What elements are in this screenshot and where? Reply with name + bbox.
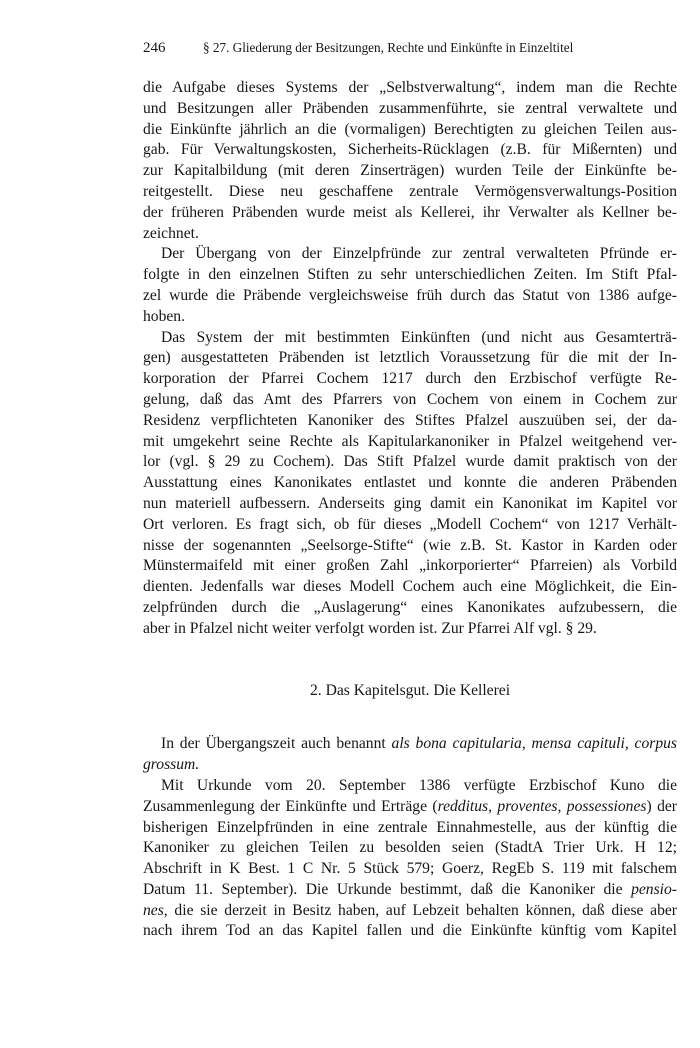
- text-line: Ort verloren. Es fragt sich, ob für dieses „Modell Cochem“ von 1217 Verhält-: [143, 515, 677, 533]
- text-line: Ausstattung eines Kanonikates entlastet und konnte die anderen Präbenden: [143, 474, 677, 492]
- text-line: folgte in den einzelnen Stiften zu sehr unterschiedlichen Zeiten. Im Stift Pfal-: [143, 266, 677, 284]
- text-run: Datum 11. September). Die Urkunde bestimmt, daß die Kanoniker die: [143, 880, 632, 898]
- text-line: aber in Pfalzel nicht weiter verfolgt worden ist. Zur Pfarrei Alf vgl. § 29.: [143, 619, 597, 637]
- text-run: , die sie derzeit in Besitz haben, auf Lebzeit behalten können, daß diese aber: [163, 901, 677, 919]
- running-head: [143, 38, 677, 78]
- text-line: und Besitzungen aller Präbenden zusammenführte, sie zentral verwaltete und: [143, 99, 677, 117]
- text-line: [143, 734, 677, 755]
- text-line: [143, 901, 677, 922]
- latin-term: nes: [143, 901, 164, 919]
- text-line: gelung, daß das Amt des Pfarrers von Cochem von einem in Cochem zur: [143, 390, 677, 408]
- text-line: zelpfründen durch die „Auslagerung“ eines Kanonikates aufzubessern, die: [143, 598, 677, 616]
- text-line: Kanoniker zu gleichen Teilen zu besolden seien (StadtA Trier Urk. H 12;: [143, 839, 677, 857]
- text-line: zel wurde die Präbende vergleichsweise früh durch das Statut von 1386 aufge-: [143, 286, 677, 304]
- text-line: Abschrift in K Best. 1 C Nr. 5 Stück 579; Goerz, RegEb S. 119 mit falschem: [143, 860, 677, 878]
- text-line: Mit Urkunde vom 20. September 1386 verfügte Erzbischof Kuno die: [161, 776, 677, 794]
- text-line: nisse der sogenannten „Seelsorge-Stifte“ (wie z.B. St. Kastor in Karden oder: [143, 536, 677, 554]
- text-line: zeichnet.: [143, 224, 199, 242]
- text-line: nun materiell aufbessern. Anderseits ging damit ein Kanonikat im Kapitel vor: [143, 494, 677, 512]
- text-line: gab. Für Verwaltungskosten, Sicherheits-Rücklagen (z.B. für Mißernten) und: [143, 141, 677, 159]
- text-line: hoben.: [143, 307, 186, 325]
- latin-term: redditus, proventes, possessiones: [437, 797, 647, 815]
- text-line: nach ihrem Tod an das Kapitel fallen und die Einkünfte künftig vom Kapitel: [143, 922, 677, 940]
- paragraph-modell-cochem: [143, 328, 677, 640]
- section-heading: 2. Das Kapitelsgut. Die Kellerei: [309, 681, 511, 699]
- text-line: Der Übergang von der Einzelpfründe zur zentral verwalteten Pfründe er-: [161, 245, 677, 263]
- latin-term: pensio-: [631, 880, 677, 898]
- paragraph-selbstverwaltung: [143, 78, 677, 244]
- text-line: gen) ausgestatteten Präbenden ist letztlich Voraussetzung für die mit der In-: [143, 349, 677, 367]
- paragraph-benennung: [143, 734, 677, 776]
- book-page: [143, 38, 677, 942]
- text-line: korporation der Pfarrei Cochem 1217 durch den Erzbischof verfügte Re-: [143, 370, 677, 388]
- text-line: Das System der mit bestimmten Einkünften (und nicht aus Gesamterträ-: [161, 328, 677, 346]
- text-line: dienten. Jedenfalls war dieses Modell Cochem auch eine Möglichkeit, die Ein-: [143, 578, 677, 596]
- text-line: lor (vgl. § 29 zu Cochem). Das Stift Pfalzel wurde damit praktisch von der: [143, 453, 677, 471]
- text-line: bisherigen Einzelpfründen in eine zentrale Einnahmestelle, aus der künftig die: [143, 818, 677, 836]
- text-line: [143, 797, 677, 818]
- text-line: Münstermaifeld mit einer großen Zahl „inkorporierter“ Pfarreien) als Vorbild: [143, 557, 677, 575]
- running-title: § 27. Gliederung der Besitzungen, Rechte und Einkünfte in Einzeltitel: [203, 40, 574, 55]
- text-run: Zusammenlegung der Einkünfte und Erträge (: [143, 797, 438, 815]
- text-run: In der Übergangszeit auch benannt: [161, 735, 392, 753]
- paragraph-uebergang: [143, 244, 677, 327]
- latin-term: als bona capitularia, mensa capituli, corpus: [391, 735, 677, 753]
- text-line: die Aufgabe dieses Systems der „Selbstverwaltung“, indem man die Rechte: [143, 79, 677, 96]
- latin-term: grossum.: [143, 756, 200, 774]
- text-line: Residenz verpflichteten Kanoniker des Stiftes Pfalzel auszuüben sei, der da-: [143, 411, 677, 429]
- text-line: [143, 880, 677, 901]
- page-number: 246: [143, 40, 166, 56]
- text-line: reitgestellt. Diese neu geschaffene zentrale Vermögensverwaltungs-Position: [143, 182, 677, 200]
- paragraph-urkunde-1386: [143, 776, 677, 942]
- text-line: der früheren Präbenden wurde meist als Kellerei, ihr Verwalter als Kellner be-: [143, 203, 677, 221]
- text-run: ) der: [646, 797, 677, 815]
- text-line: die Einkünfte jährlich an die (vormaligen) Berechtigten zu gleichen Teilen aus-: [143, 120, 677, 138]
- text-line: mit umgekehrt seine Rechte als Kapitularkanoniker in Pfalzel weitgehend ver-: [143, 432, 677, 450]
- text-line: zur Kapitalbildung (mit deren Zinserträgen) wurden Teile der Einkünfte be-: [143, 162, 677, 180]
